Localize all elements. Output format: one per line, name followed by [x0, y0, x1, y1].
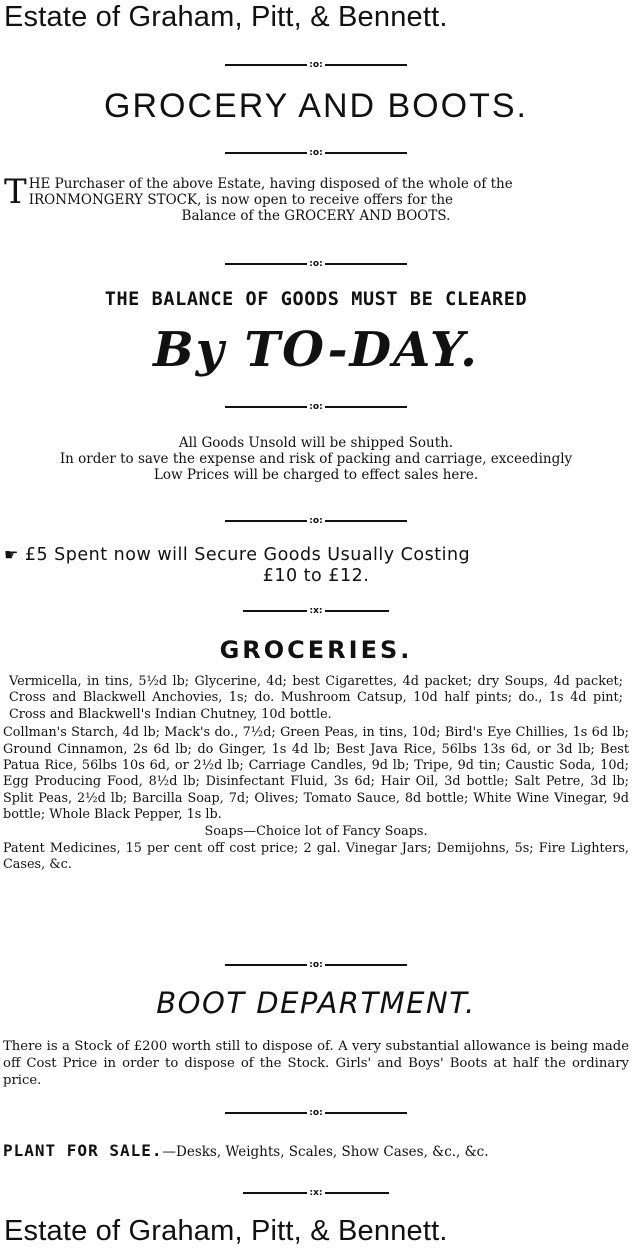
plant-for-sale: PLANT FOR SALE.—Desks, Weights, Scales, Show Cases, &c., &c. [3, 1141, 489, 1160]
groceries-heading: GROCERIES. [219, 636, 413, 664]
separator-9: :x: [0, 1186, 632, 1200]
by-today-heading: By TO-DAY. [153, 322, 479, 378]
separator-2: :o: [0, 146, 632, 160]
separator-3: :o: [0, 257, 632, 271]
separator-6: :x: [0, 604, 632, 618]
plant-for-sale-lead: PLANT FOR SALE. [3, 1141, 163, 1160]
drop-cap: T [4, 172, 27, 212]
groceries-list [0, 674, 632, 874]
separator-4: :o: [0, 400, 632, 414]
pointing-hand-icon: ☛ [4, 545, 19, 564]
estate-heading-bottom: Estate of Graham, Pitt, & Bennett. [4, 1215, 448, 1247]
groceries-paragraph-2: Collman's Starch, 4d lb; Mack's do., 7½d; Green Peas, in tins, 10d; Bird's Eye Chillies, 1s 6d lb; Ground Cinnamon, 2s 6d lb; do Ginger, 1s 4d lb; Best Java Rice, 56lbs 13s 6d, or 3d lb; Best Patua Rice, 56lbs 10s 6d, or 2½d lb; Carriage Candles, 9d lb; Tripe, 9d tin; Caustic Soda, 10d; Egg Producing Food, 8½d lb; Disinfectant Fluid, 3s 6d; Hair Oil, 3d bottle; Salt Petre, 3d lb; Split Peas, 2½d lb; Barcilla Soap, 7d; Olives; Tomato Sauce, 8d bottle; White Wine Vinegar, 9d bottle; Whole Black Pepper, 1s lb. [3, 725, 629, 823]
boot-department-text: There is a Stock of £200 worth still to dispose of. A very substantial allowance is being made off Cost Price in order to dispose of the Stock. Girls' and Boys' Boots at half the ordinary price. [3, 1039, 629, 1088]
patent-medicines: Patent Medicines, 15 per cent off cost price; 2 gal. Vinegar Jars; Demijohns, 5s; Fire Lighters, Cases, &c. [3, 841, 629, 873]
separator-5: :o: [0, 514, 632, 528]
separator-7: :o: [0, 958, 632, 972]
spent-offer: ☛ £5 Spent now will Secure Goods Usually Costing £10 to £12. [4, 545, 471, 586]
shipping-notice: All Goods Unsold will be shipped South. In order to save the expense and risk of packing and carriage, exceedingly Low Prices will be charged to effect sales here. [59, 435, 573, 483]
title-grocery-and-boots: GROCERY AND BOOTS. [104, 87, 528, 125]
separator-1: :o: [0, 58, 632, 72]
balance-notice: THE BALANCE OF GOODS MUST BE CLEARED [104, 289, 528, 310]
estate-heading-top: Estate of Graham, Pitt, & Bennett. [4, 1, 448, 33]
soaps-line: Soaps—Choice lot of Fancy Soaps. [204, 823, 428, 839]
boot-department-heading: BOOT DEPARTMENT. [156, 986, 476, 1020]
groceries-paragraph-1: Vermicella, in tins, 5½d lb; Glycerine, 4d; best Cigarettes, 4d packet; dry Soups, 4d packet; Cross and Blackwell Anchovies, 1s; do. Mushroom Catsup, 10d half pints; do., 1s 4d pint; Cross and Blackwell's Indian Chutney, 10d bottle. [9, 674, 623, 722]
intro-paragraph: T HE Purchaser of the above Estate, having disposed of the whole of the IRONMONGERY STOCK, is now open to receive offers for the Balance of the GROCERY AND BOOTS. [4, 172, 513, 224]
separator-8: :o: [0, 1106, 632, 1120]
